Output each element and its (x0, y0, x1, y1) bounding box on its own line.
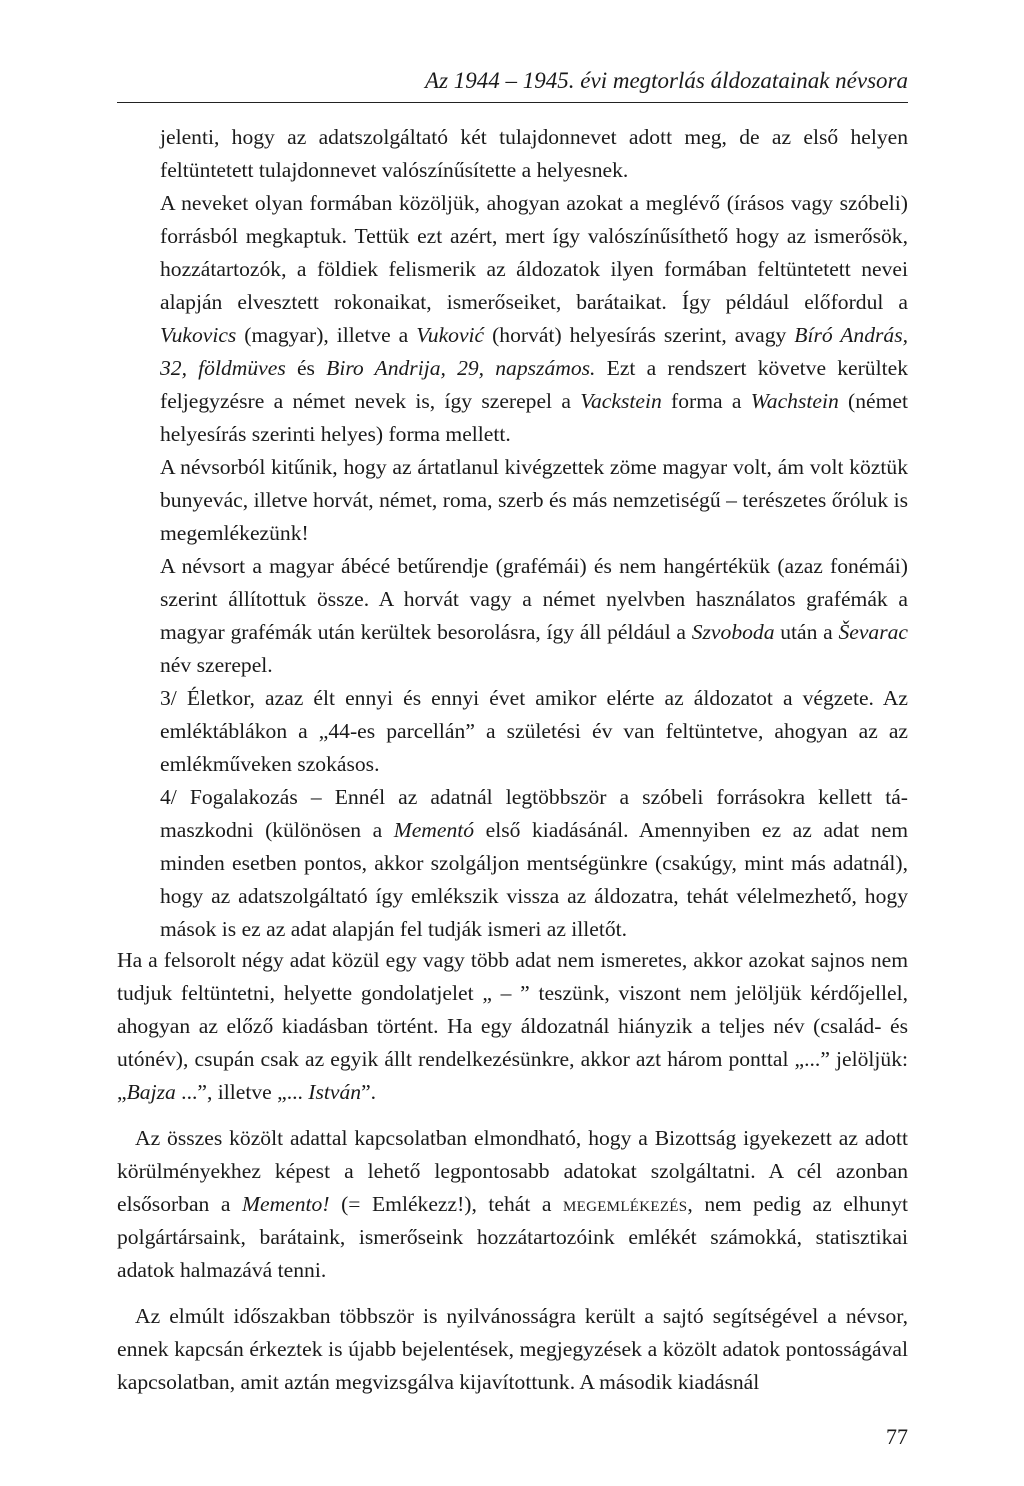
italic-title: Memento! (242, 1192, 330, 1216)
text-run: 4/ Fogalakozás – Ennél az adatnál legtöbbször a szóbeli forrásokra kellett támaszkodni (különösen a (160, 785, 908, 842)
text-run: A névsort a magyar ábécé betűrendje (grafémái) és nem hangértékük (azaz fonémái) szerint állítottuk össze. A horvát vagy a német nyelvben használatos grafémák a magyar grafémák után kerültek besorolásra, így áll például a (160, 554, 908, 644)
body-paragraph-3: Az elmúlt időszakban többször is nyilvánosságra került a sajtó segítségével a névsor, ennek kapcsán érkeztek is újabb bejelentések, megjegyzések a közölt adatok pontosságával kapcsolatban, amit aztán megvizsgálva kijavítottunk. A második kiadásnál (117, 1304, 908, 1394)
text-run: Ha a felsorolt négy adat közül egy vagy több adat nem ismeretes, akkor azokat sajnos nem tudjuk feltüntetni, helyette gondolatjelet „ – ” teszünk, viszont nem jelöljük kérdőjellel, ahogyan az előző kiadásban történt. Ha egy áldozatnál hiányzik a teljes név (család- és utónév), csupán csak az egyik állt rendelkezésünkre, akkor azt három ponttal „...” jelöljük: „ (117, 948, 908, 1104)
italic-name: Bajza (126, 1080, 176, 1104)
italic-name: Wachstein (750, 389, 839, 413)
italic-name: Ševarac (838, 620, 908, 644)
text-run: ...”, illetve „... (175, 1080, 309, 1104)
text-run: forma a (661, 389, 751, 413)
note-paragraph-3: A névsorból kitűnik, hogy az ártatlanul kivégzettek zöme magyar volt, ám volt köztük bunyevác, illetve horvát, német, roma, szerb és más nemzetiségű – terészetes őróluk is megemlékezünk! (160, 455, 908, 545)
note-paragraph-1: jelenti, hogy az adatszolgáltató két tulajdonnevet adott meg, de az első helyen feltüntetett tulajdonnevet valószínűsítette a helyesnek. (160, 125, 908, 182)
text-run: ”. (361, 1080, 377, 1104)
header-rule (117, 102, 908, 103)
note-paragraph-4 (160, 550, 908, 682)
text-run: , nem pedig az elhunyt polgártársaink, barátaink, ismerőseink hozzátartozóink emlékét számokká, statisztikai adatok halmazává tenni. (117, 1192, 908, 1282)
italic-name: Vukovics (160, 323, 237, 347)
text-run: A neveket olyan formában közöljük, ahogyan azokat a meglévő (írásos vagy szóbeli) forrásból megkaptuk. Tettük ezt azért, mert így valószínűsíthető hogy az ismerősök, hozzátartozók, a földiek felismerik az áldozatok ilyen formában feltüntetett nevei alapján elvesztett rokonaikat, ismerőseiket, barátaikat. Így például előfordul a (160, 191, 908, 314)
text-run: után a (774, 620, 839, 644)
text-run: Ezt a rendszert követve kerültek feljegyzésre a német nevek is, így szerepel a (160, 356, 908, 413)
italic-title: Mementó (393, 818, 475, 842)
note-paragraph-5: 3/ Életkor, azaz élt ennyi és ennyi évet amikor elérte az áldozatot a végzete. Az emléktáblákon a „44-es parcellán” a születési év van feltüntetve, ahogyan az az emlékműveken szokásos. (160, 686, 908, 776)
text-run: első kiadásánál. Amennyiben ez az adat nem minden esetben pontos, akkor szolgáljon mentségünkre (csakúgy, mint más adatnál), hogy az adatszolgáltató így emlékszik vissza az áldozatra, tehát vélelmezhető, hogy mások is ez az adat alapján fel tudják ismeri az illetőt. (160, 818, 908, 941)
text-run: (horvát) helyesírás szerint, avagy (484, 323, 795, 347)
text-run: Az összes közölt adattal kapcsolatban elmondható, hogy a Bizottság igyekezett az adott körülményekhez képest a lehető legpontosabb adatokat szolgáltatni. A cél azonban elsősorban a (117, 1126, 908, 1216)
note-paragraph-6 (160, 781, 908, 946)
smallcaps-term: megemlékezés (562, 1192, 688, 1216)
text-run: (német helyesírás szerinti helyes) forma mellett. (160, 389, 908, 446)
italic-name: István (308, 1080, 362, 1104)
italic-name: Szvoboda (691, 620, 775, 644)
italic-name: Vuković (416, 323, 485, 347)
text-run: (= Emlékezz!), tehát a (329, 1192, 563, 1216)
body-paragraph-1 (117, 944, 908, 1109)
text-run: és (285, 356, 327, 380)
note-paragraph-2 (160, 187, 908, 451)
text-run: (magyar), illetve a (236, 323, 417, 347)
italic-name: Biro Andrija, 29, napszámos. (326, 356, 596, 380)
text-run: név szerepel. (160, 653, 273, 677)
body-paragraph-2 (117, 1122, 908, 1287)
italic-name: Bíró András, 32, földmüves (160, 323, 909, 380)
italic-name: Vackstein (580, 389, 662, 413)
indented-notes (160, 121, 908, 946)
page-number: 77 (886, 1424, 908, 1449)
running-header: Az 1944 – 1945. évi megtorlás áldozatainak névsora (425, 68, 908, 93)
body-text (117, 944, 908, 1399)
